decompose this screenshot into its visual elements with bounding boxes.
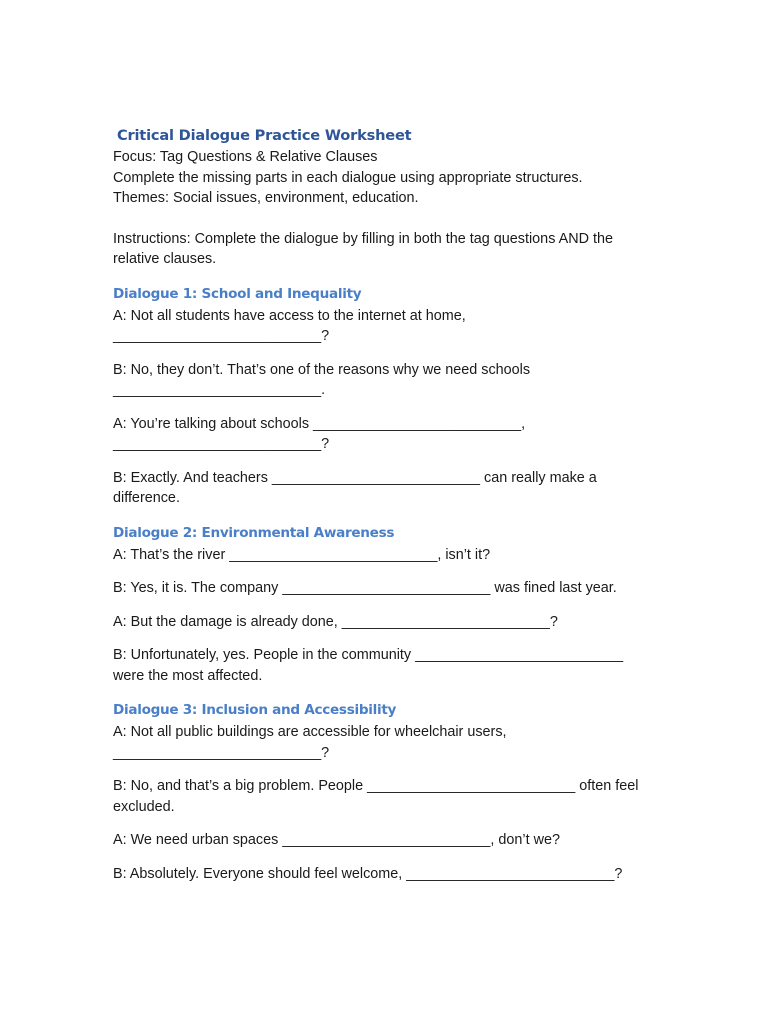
dialogue-3-heading: Dialogue 3: Inclusion and Accessibility [113, 702, 397, 718]
dialogue-3-line-3: A: We need urban spaces __________________________, don’t we? [113, 832, 561, 848]
instructions-text: Instructions: Complete the dialogue by filling in both the tag questions AND the relative clauses. [113, 230, 613, 267]
dialogue-1-line-3: A: You’re talking about schools __________________________, __________________________? [113, 415, 526, 452]
dialogue-1-line-2: B: No, they don’t. That’s one of the reasons why we need schools __________________________. [113, 361, 531, 398]
dialogue-2-line-1: A: That’s the river __________________________, isn’t it? [113, 546, 491, 563]
dialogue-section-1 [113, 284, 658, 509]
worksheet-page [113, 126, 658, 884]
themes-line: Themes: Social issues, environment, education. [113, 190, 419, 206]
worksheet-title: Critical Dialogue Practice Worksheet [117, 127, 412, 144]
dialogue-3-line-4: B: Absolutely. Everyone should feel welcome, __________________________? [113, 865, 623, 882]
dialogue-1-heading: Dialogue 1: School and Inequality [113, 285, 362, 302]
dialogue-section-2 [113, 523, 658, 687]
dialogue-2-heading: Dialogue 2: Environmental Awareness [113, 524, 395, 541]
dialogue-3-line-1: A: Not all public buildings are accessible for wheelchair users, __________________________? [113, 724, 507, 761]
dialogue-2-line-3: A: But the damage is already done, __________________________? [113, 613, 558, 630]
dialogue-1-line-4: B: Exactly. And teachers __________________________ can really make a difference. [113, 469, 597, 506]
dialogue-1-line-1: A: Not all students have access to the internet at home, __________________________? [113, 307, 466, 344]
task-line: Complete the missing parts in each dialogue using appropriate structures. [113, 169, 583, 186]
dialogue-2-line-4: B: Unfortunately, yes. People in the community __________________________ were the most affected. [113, 647, 624, 684]
dialogue-3-line-2: B: No, and that’s a big problem. People __________________________ often feel excluded. [113, 778, 639, 815]
dialogue-2-line-2: B: Yes, it is. The company __________________________ was fined last year. [113, 580, 617, 596]
focus-line: Focus: Tag Questions & Relative Clauses [113, 149, 378, 165]
dialogue-section-3 [113, 700, 658, 884]
